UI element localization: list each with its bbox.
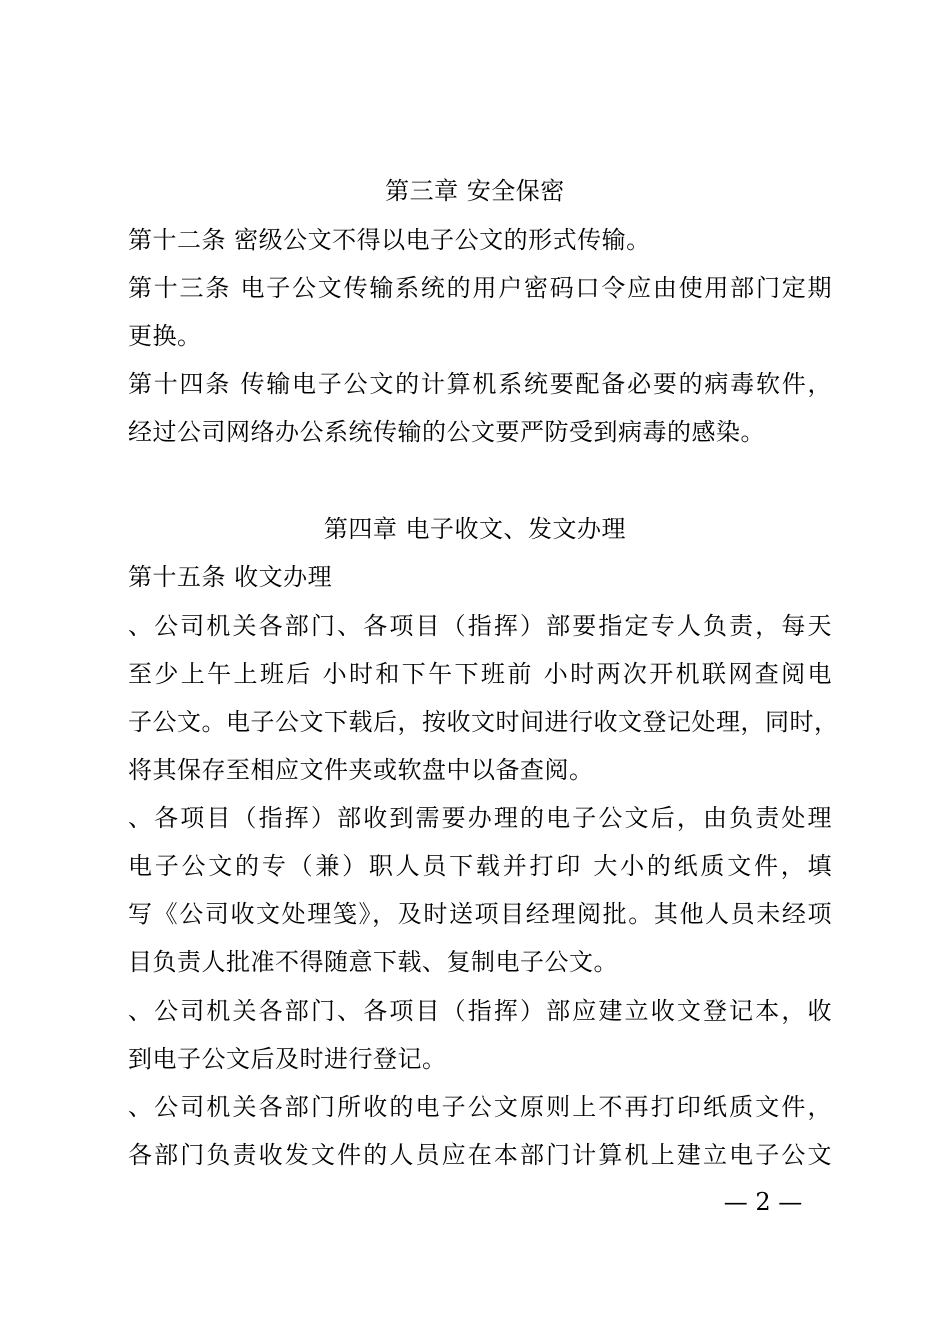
article-15-item-1-line-2: 至少上午上班后 小时和下午下班前 小时两次开机联网查阅电 <box>128 660 832 688</box>
article-15-item-4-line-2: 各部门负责收发文件的人员应在本部门计算机上建立电子公文 <box>128 1141 832 1169</box>
chapter-3-title: 第三章 安全保密 <box>385 177 565 205</box>
article-14-line-2: 经过公司网络办公系统传输的公文要严防受到病毒的感染。 <box>128 418 765 446</box>
article-15-item-1-line-3: 子公文。电子公文下载后，按收文时间进行收文登记处理，同时， <box>128 708 839 736</box>
article-15-item-1-line-1: 、公司机关各部门、各项目（指挥）部要指定专人负责，每天 <box>128 612 832 640</box>
article-15-item-3-line-1: 、公司机关各部门、各项目（指挥）部应建立收文登记本，收 <box>128 997 832 1025</box>
article-15-item-2-line-2: 电子公文的专（兼）职人员下载并打印 大小的纸质文件，填 <box>128 852 832 880</box>
article-12-line: 第十二条 密级公文不得以电子公文的形式传输。 <box>128 226 651 254</box>
article-14-line-1: 第十四条 传输电子公文的计算机系统要配备必要的病毒软件， <box>128 370 832 398</box>
article-13-line-2: 更换。 <box>128 322 202 350</box>
article-13-line-1: 第十三条 电子公文传输系统的用户密码口令应由使用部门定期 <box>128 274 832 302</box>
article-15-item-3-line-2: 到电子公文后及时进行登记。 <box>128 1045 447 1073</box>
article-15-item-2-line-1: 、各项目（指挥）部收到需要办理的电子公文后，由负责处理 <box>128 804 832 832</box>
chapter-4-title: 第四章 电子收文、发文办理 <box>323 515 627 543</box>
article-15-item-2-line-4: 目负责人批准不得随意下载、复制电子公文。 <box>128 948 618 976</box>
page-number: — 2 — <box>723 1188 803 1216</box>
article-15-heading: 第十五条 收文办理 <box>128 563 333 591</box>
article-15-item-2-line-3: 写《公司收文处理笺》，及时送项目经理阅批。其他人员未经项 <box>128 900 832 928</box>
article-15-item-1-line-4: 将其保存至相应文件夹或软盘中以备查阅。 <box>128 756 594 784</box>
article-15-item-4-line-1: 、公司机关各部门所收的电子公文原则上不再打印纸质文件， <box>128 1093 832 1121</box>
